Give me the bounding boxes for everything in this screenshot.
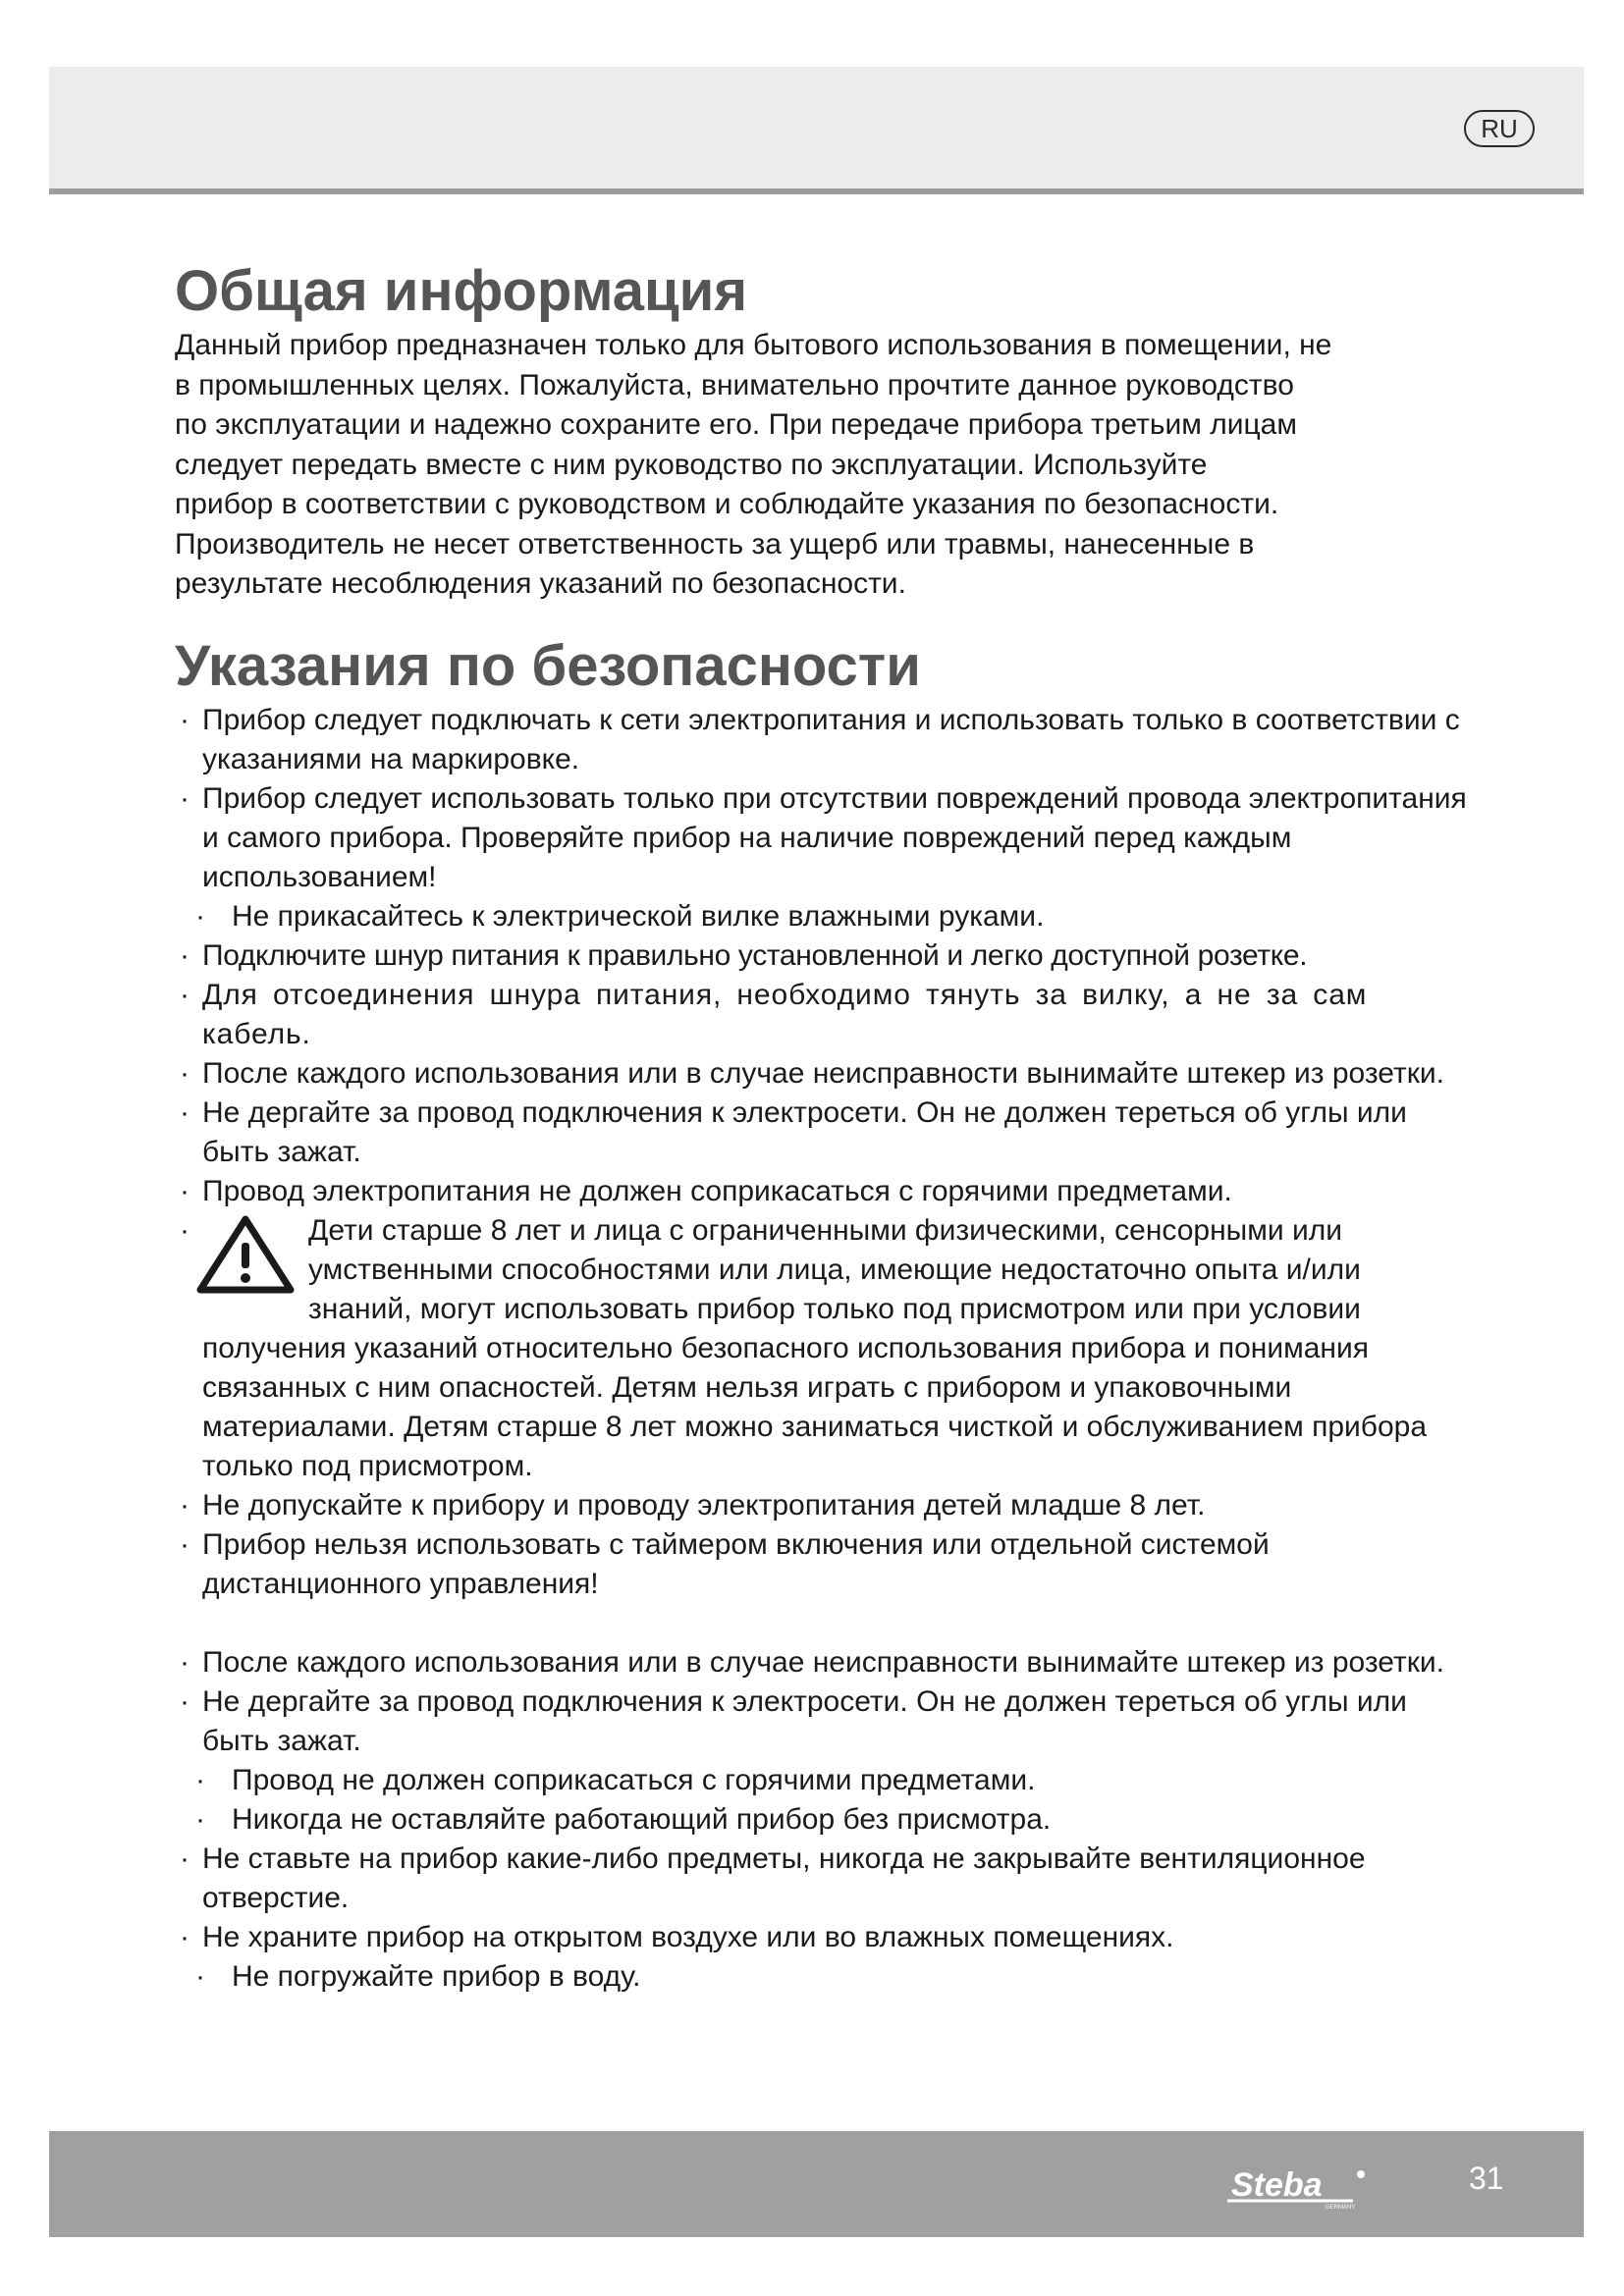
- steba-logo-subtext: GERMANY: [1326, 2205, 1356, 2210]
- safety-item: · Не дергайте за провод подключения к электросети. Он не должен тереться об углы или быть зажат.: [175, 1094, 1471, 1172]
- intro-line-5: прибор в соответствии с руководством и соблюдайте указания по безопасности.: [175, 488, 1279, 520]
- safety-item: · Для отсоединения шнура питания, необходимо тянуть за вилку, а не за сам кабель.: [175, 976, 1471, 1054]
- safety-item-children-warning: · Дети старше 8 лет и лица с ограниченными физическими, сенсорными или умственными способностями или лица, имеющие недостаточно опыта и/или знаний, могут использовать прибор только под присмотром или при условии получения указаний относительно безопасного использования прибора и понимания связанных с ним опасностей. Детям нельзя играть с прибором и упаковочными материалами. Детям старше 8 лет можно заниматься чисткой и обслуживанием прибора только под присмотром.: [175, 1211, 1471, 1486]
- safety-section: [175, 632, 1471, 1997]
- safety-item: · Подключите шнур питания к правильно установленной и легко доступной розетке.: [175, 936, 1471, 976]
- general-info-section: [175, 257, 1471, 605]
- bullet-icon: ·: [180, 1213, 189, 1247]
- bullet-icon: ·: [180, 938, 189, 972]
- intro-line-4: следует передать вместе с ним руководство по эксплуатации. Используйте: [175, 448, 1208, 481]
- page-number: 31: [1469, 2161, 1504, 2196]
- page-content: [175, 257, 1471, 1997]
- bullet-icon: ·: [180, 1645, 189, 1679]
- bullet-icon: ·: [180, 1488, 189, 1522]
- safety-item: · Прибор нельзя использовать с таймером включения или отдельной системой дистанционного управления!: [175, 1525, 1471, 1604]
- intro-line-3: по эксплуатации и надежно сохраните его. При передаче прибора третьим лицам: [175, 408, 1297, 441]
- intro-line-1: Данный прибор предназначен только для бытового использования в помещении, не: [175, 329, 1332, 361]
- bullet-icon: ·: [180, 703, 189, 736]
- intro-line-2: в промышленных целях. Пожалуйста, внимательно прочтите данное руководство: [175, 368, 1294, 401]
- footer-band: [49, 2131, 1584, 2237]
- bullet-icon: ·: [180, 1527, 189, 1561]
- safety-item: · Не дергайте за провод подключения к электросети. Он не должен тереться об углы или быть зажат.: [175, 1682, 1471, 1761]
- bullet-icon: ·: [180, 978, 189, 1011]
- intro-line-6: Производитель не несет ответственность за ущерб или травмы, нанесенные в: [175, 527, 1255, 561]
- safety-item: · Провод электропитания не должен соприкасаться с горячими предметами.: [175, 1172, 1471, 1211]
- safety-item: · Не допускайте к прибору и проводу электропитания детей младше 8 лет.: [175, 1486, 1471, 1525]
- safety-list: [175, 701, 1471, 1604]
- bullet-icon: ·: [180, 1056, 189, 1090]
- bullet-icon: ·: [195, 1802, 205, 1836]
- bullet-icon: ·: [180, 1684, 189, 1718]
- safety-item: · Не прикасайтесь к электрической вилке влажными руками.: [175, 897, 1471, 936]
- bullet-icon: ·: [180, 1174, 189, 1207]
- safety-item: · Прибор следует использовать только при отсутствии повреждений провода электропитания и самого прибора. Проверяйте прибор на наличие повреждений перед каждым использованием!: [175, 779, 1471, 897]
- safety-item: · После каждого использования или в случае неисправности вынимайте штекер из розетки.: [175, 1054, 1471, 1094]
- safety-item: · Не ставьте на прибор какие-либо предметы, никогда не закрывайте вентиляционное отверстие.: [175, 1840, 1471, 1918]
- header-band: [49, 67, 1584, 194]
- steba-logo: [1227, 2168, 1434, 2215]
- intro-line-7: результате несоблюдения указаний по безопасности.: [175, 567, 906, 600]
- safety-item: · Не храните прибор на открытом воздухе или во влажных помещениях.: [175, 1918, 1471, 1957]
- language-badge: RU: [1464, 110, 1535, 147]
- warning-triangle-icon: [192, 1213, 298, 1296]
- safety-item: · Не погружайте прибор в воду.: [175, 1957, 1471, 1997]
- safety-item: · Провод не должен соприкасаться с горячими предметами.: [175, 1761, 1471, 1800]
- bullet-icon: ·: [180, 1920, 189, 1953]
- bullet-icon: ·: [195, 1959, 205, 1993]
- safety-item: · Никогда не оставляйте работающий прибор без присмотра.: [175, 1800, 1471, 1840]
- steba-logo-text: Steba: [1231, 2168, 1323, 2204]
- safety-item: · После каждого использования или в случае неисправности вынимайте штекер из розетки.: [175, 1643, 1471, 1682]
- spacer: [175, 1604, 1471, 1643]
- bullet-icon: ·: [195, 1763, 205, 1796]
- safety-item: · Прибор следует подключать к сети электропитания и использовать только в соответствии с указаниями на маркировке.: [175, 701, 1471, 779]
- safety-title: Указания по безопасности: [175, 633, 921, 698]
- bullet-icon: ·: [180, 781, 189, 815]
- bullet-icon: ·: [195, 899, 205, 933]
- bullet-icon: ·: [180, 1842, 189, 1875]
- safety-list-continued: [175, 1643, 1471, 1997]
- bullet-icon: ·: [180, 1095, 189, 1129]
- general-info-title: Общая информация: [175, 259, 748, 323]
